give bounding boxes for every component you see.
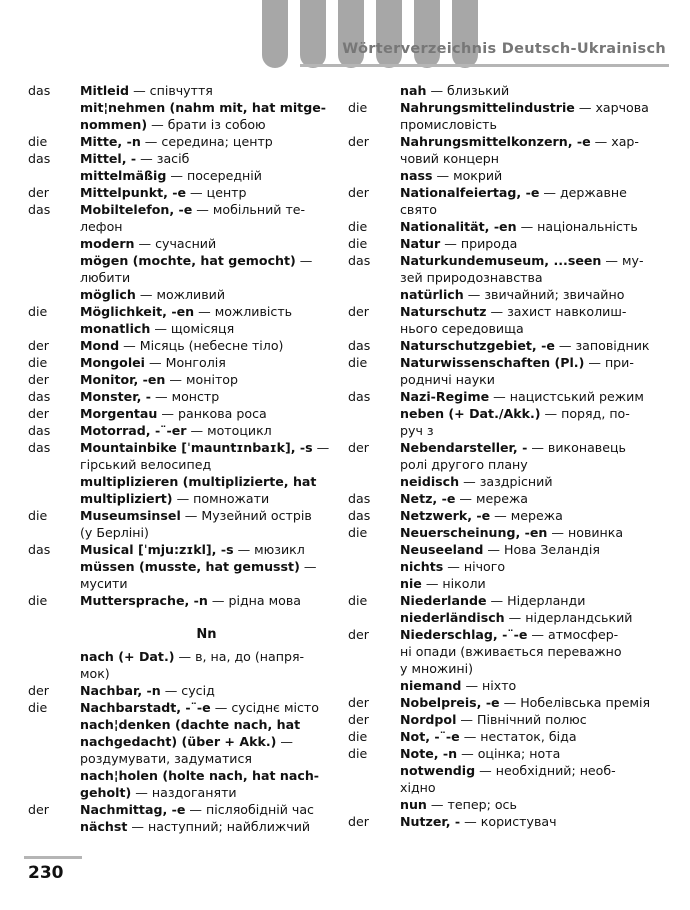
article: der: [28, 683, 49, 698]
article: die: [28, 593, 48, 608]
headword: natürlich: [400, 287, 464, 302]
translation: — засіб: [136, 151, 190, 166]
translation: — Монголія: [145, 355, 226, 370]
headword: neidisch: [400, 474, 460, 489]
translation: свято: [400, 202, 437, 217]
dictionary-entry: [348, 269, 666, 286]
translation: — нідерландський: [504, 610, 633, 625]
dictionary-entry: [348, 541, 666, 558]
headword: müssen (musste, hat gemusst): [80, 559, 300, 574]
headword: Nationalität, -en: [400, 219, 517, 234]
headword: nass: [400, 168, 433, 183]
header-tab: [452, 0, 478, 68]
translation: ні опади (вживається переважно: [400, 644, 622, 659]
headword: mittelmäßig: [80, 168, 167, 183]
header-tabs: [262, 0, 690, 68]
headword: Monitor, -en: [80, 372, 166, 387]
translation: — монстр: [150, 389, 220, 404]
article: der: [348, 134, 369, 149]
translation: — атмосфер-: [527, 627, 619, 642]
dictionary-entry: [348, 813, 666, 830]
dictionary-entry: [28, 116, 333, 133]
translation: — Місяць (небесне тіло): [119, 338, 284, 353]
dictionary-entry: [348, 473, 666, 490]
translation: — можливість: [194, 304, 293, 319]
dictionary-entry: [348, 745, 666, 762]
translation: човий концерн: [400, 151, 500, 166]
translation: любити: [80, 270, 131, 285]
section-letter: Nn: [196, 627, 217, 642]
page-title: Wörterverzeichnis Deutsch-Ukrainisch: [342, 41, 666, 57]
dictionary-entry: [348, 694, 666, 711]
article: die: [348, 593, 368, 608]
headword: multipliziert): [80, 491, 173, 506]
headword: Mitte, -n: [80, 134, 141, 149]
dictionary-entry: [28, 337, 333, 354]
translation: — посередній: [166, 168, 262, 183]
dictionary-entry: [348, 728, 666, 745]
article: der: [28, 802, 49, 817]
dictionary-entry: [348, 354, 666, 371]
dictionary-entry: [348, 150, 666, 167]
headword: mögen (mochte, hat gemocht): [80, 253, 296, 268]
dictionary-entry: [348, 456, 666, 473]
article: die: [28, 304, 48, 319]
headword: Netz, -e: [400, 491, 456, 506]
dictionary-entry: [348, 201, 666, 218]
dictionary-entry: [348, 439, 666, 456]
headword: Netzwerk, -e: [400, 508, 491, 523]
translation: — ніколи: [421, 576, 486, 591]
translation: — захист навколиш-: [486, 304, 627, 319]
article: der: [348, 695, 369, 710]
headword: nach¦holen (holte nach, hat nach-: [80, 768, 320, 783]
headword: nachgedacht) (über + Akk.): [80, 734, 277, 749]
translation: — щомісяця: [150, 321, 235, 336]
headword: neben (+ Dat./Akk.): [400, 406, 541, 421]
headword: Motorrad, -¨-er: [80, 423, 187, 438]
dictionary-entry: [28, 269, 333, 286]
dictionary-entry: [28, 558, 333, 575]
translation: — наздоганяти: [131, 785, 237, 800]
dictionary-entry: [28, 699, 333, 716]
translation: — Північний полюс: [456, 712, 587, 727]
headword: Nahrungsmittelindustrie: [400, 100, 575, 115]
translation: — мюзикл: [233, 542, 305, 557]
dictionary-entry: [28, 422, 333, 439]
article: das: [348, 491, 371, 506]
dictionary-entry: [28, 733, 333, 750]
headword: Mobiltelefon, -e: [80, 202, 193, 217]
translation: — нацистський режим: [489, 389, 644, 404]
dictionary-entry: [28, 371, 333, 388]
dictionary-entry: [348, 252, 666, 269]
headword: mit¦nehmen (nahm mit, hat mitge-: [80, 100, 326, 115]
translation: — необхідний; необ-: [475, 763, 616, 778]
translation: —: [295, 253, 313, 268]
article: das: [28, 389, 51, 404]
translation: — тепер; ось: [426, 797, 517, 812]
translation: (у Берліні): [80, 525, 149, 540]
headword: nach (+ Dat.): [80, 649, 175, 664]
headword: Nazi-Regime: [400, 389, 490, 404]
headword: nie: [400, 576, 422, 591]
dictionary-entry: [348, 524, 666, 541]
headword: notwendig: [400, 763, 476, 778]
dictionary-entry: [28, 473, 333, 490]
headword: möglich: [80, 287, 136, 302]
dictionary-entry: [28, 388, 333, 405]
translation: — виконавець: [527, 440, 626, 455]
dictionary-entry: [348, 643, 666, 660]
dictionary-entry: [28, 592, 333, 609]
headword: Niederlande: [400, 593, 487, 608]
translation: у множині): [400, 661, 474, 676]
dictionary-entry: [348, 405, 666, 422]
translation: — рідна мова: [207, 593, 301, 608]
entry-list: [348, 82, 666, 830]
header-tab: [338, 0, 364, 68]
dictionary-entry: [28, 99, 333, 116]
dictionary-entry: [28, 439, 333, 456]
headword: Naturwissenschaften (Pl.): [400, 355, 585, 370]
dictionary-entry: [348, 796, 666, 813]
headword: nommen): [80, 117, 148, 132]
article: die: [348, 525, 368, 540]
headword: Niederschlag, -¨-e: [400, 627, 528, 642]
headword: Muttersprache, -n: [80, 593, 208, 608]
headword: Naturschutzgebiet, -e: [400, 338, 555, 353]
dictionary-entry: [28, 784, 333, 801]
article: das: [28, 151, 51, 166]
dictionary-entry: [28, 184, 333, 201]
header-rule: [300, 64, 669, 67]
headword: Note, -n: [400, 746, 458, 761]
dictionary-entry: [348, 82, 666, 99]
dictionary-entry: [348, 286, 666, 303]
translation: нього середовища: [400, 321, 524, 336]
translation: — можливий: [135, 287, 226, 302]
translation: — монітор: [165, 372, 238, 387]
header-tab: [300, 0, 326, 68]
dictionary-entry: [348, 99, 666, 116]
dictionary-entry: [348, 218, 666, 235]
dictionary-entry: [28, 648, 333, 665]
dictionary-entry: [348, 388, 666, 405]
headword: Nebendarsteller, -: [400, 440, 528, 455]
dictionary-entry: [348, 320, 666, 337]
dictionary-entry: [348, 660, 666, 677]
dictionary-entry: [28, 286, 333, 303]
dictionary-entry: [348, 592, 666, 609]
translation: — Нідерланди: [486, 593, 586, 608]
headword: Nutzer, -: [400, 814, 461, 829]
article: das: [28, 202, 51, 217]
right-column: [348, 82, 666, 830]
translation: — національність: [516, 219, 638, 234]
dictionary-entry: [28, 218, 333, 235]
translation: — сусід: [160, 683, 215, 698]
translation: — заздрісний: [459, 474, 553, 489]
translation: — Музейний острів: [180, 508, 312, 523]
translation: — му-: [601, 253, 644, 268]
footer-rule: [24, 856, 82, 859]
headword: Naturkundemuseum, ...seen: [400, 253, 602, 268]
entry-list: [28, 82, 333, 609]
translation: — новинка: [547, 525, 624, 540]
translation: — помножати: [172, 491, 270, 506]
dictionary-entry: [28, 575, 333, 592]
article: der: [28, 185, 49, 200]
translation: ролі другого плану: [400, 457, 528, 472]
dictionary-entry: [28, 682, 333, 699]
headword: monatlich: [80, 321, 151, 336]
dictionary-entry: [348, 575, 666, 592]
headword: Mittel, -: [80, 151, 137, 166]
translation: — наступний; найближчий: [127, 819, 311, 834]
translation: мок): [80, 666, 110, 681]
headword: Monster, -: [80, 389, 151, 404]
article: die: [348, 355, 368, 370]
translation: родничі науки: [400, 372, 495, 387]
translation: лефон: [80, 219, 123, 234]
headword: nächst: [80, 819, 128, 834]
translation: хідно: [400, 780, 436, 795]
headword: Not, -¨-e: [400, 729, 460, 744]
article: die: [348, 236, 368, 251]
dictionary-entry: [348, 235, 666, 252]
dictionary-entry: [28, 235, 333, 252]
headword: niemand: [400, 678, 462, 693]
headword: Nahrungsmittelkonzern, -e: [400, 134, 591, 149]
dictionary-entry: [348, 677, 666, 694]
article: die: [28, 134, 48, 149]
dictionary-entry: [28, 507, 333, 524]
dictionary-entry: [28, 252, 333, 269]
translation: — оцінка; нота: [457, 746, 561, 761]
translation: — мережа: [490, 508, 563, 523]
article: der: [348, 814, 369, 829]
translation: гірський велосипед: [80, 457, 212, 472]
translation: — природа: [440, 236, 518, 251]
headword: Morgentau: [80, 406, 158, 421]
dictionary-entry: [28, 82, 333, 99]
dictionary-entry: [28, 541, 333, 558]
dictionary-entry: [348, 507, 666, 524]
article: der: [348, 712, 369, 727]
translation: — сусіднє місто: [210, 700, 319, 715]
article: die: [348, 729, 368, 744]
headword: Mountainbike [ˈmauntɪnbaɪk], -s: [80, 440, 313, 455]
article: der: [348, 627, 369, 642]
translation: — ніхто: [461, 678, 517, 693]
translation: промисловість: [400, 117, 497, 132]
dictionary-entry: [28, 490, 333, 507]
translation: — мобільний те-: [192, 202, 306, 217]
headword: Mitleid: [80, 83, 130, 98]
dictionary-entry: [28, 201, 333, 218]
article: die: [348, 100, 368, 115]
translation: — користувач: [460, 814, 557, 829]
dictionary-entry: [348, 711, 666, 728]
translation: — близький: [426, 83, 510, 98]
translation: — Нобелівська премія: [499, 695, 651, 710]
entry-list: [28, 648, 333, 835]
headword: Neuerscheinung, -en: [400, 525, 548, 540]
translation: —: [276, 734, 294, 749]
headword: Nachmittag, -e: [80, 802, 186, 817]
article: der: [348, 185, 369, 200]
headword: nichts: [400, 559, 444, 574]
dictionary-entry: [28, 133, 333, 150]
translation: — ранкова роса: [157, 406, 267, 421]
headword: Naturschutz: [400, 304, 487, 319]
translation: — при-: [584, 355, 634, 370]
headword: Nachbarstadt, -¨-e: [80, 700, 211, 715]
headword: Museumsinsel: [80, 508, 181, 523]
dictionary-entry: [28, 767, 333, 784]
dictionary-entry: [348, 558, 666, 575]
translation: — нестаток, біда: [459, 729, 577, 744]
article: der: [348, 304, 369, 319]
dictionary-entry: [28, 320, 333, 337]
translation: — мотоцикл: [186, 423, 272, 438]
article: das: [348, 389, 371, 404]
dictionary-entry: [28, 167, 333, 184]
dictionary-entry: [28, 405, 333, 422]
headword: Nobelpreis, -e: [400, 695, 500, 710]
translation: мусити: [80, 576, 128, 591]
headword: Mittelpunkt, -e: [80, 185, 187, 200]
headword: Möglichkeit, -en: [80, 304, 195, 319]
article: die: [348, 219, 368, 234]
translation: — хар-: [590, 134, 639, 149]
dictionary-entry: [348, 371, 666, 388]
dictionary-entry: [348, 626, 666, 643]
header-tab: [376, 0, 402, 68]
article: der: [28, 338, 49, 353]
headword: nach¦denken (dachte nach, hat: [80, 717, 301, 732]
dictionary-entry: [348, 133, 666, 150]
headword: Musical [ˈmju:zɪkl], -s: [80, 542, 234, 557]
left-column: [28, 82, 333, 835]
article: das: [348, 253, 371, 268]
dictionary-entry: [28, 150, 333, 167]
dictionary-entry: [28, 750, 333, 767]
headword: geholt): [80, 785, 132, 800]
dictionary-entry: [348, 779, 666, 796]
dictionary-entry: [348, 167, 666, 184]
article: der: [28, 406, 49, 421]
headword: Nordpol: [400, 712, 457, 727]
dictionary-entry: [348, 490, 666, 507]
translation: зей природознавства: [400, 270, 543, 285]
headword: Nachbar, -n: [80, 683, 161, 698]
translation: — державне: [539, 185, 627, 200]
article: das: [28, 440, 51, 455]
headword: Nationalfeiertag, -e: [400, 185, 540, 200]
translation: руч з: [400, 423, 434, 438]
article: das: [28, 542, 51, 557]
headword: niederländisch: [400, 610, 505, 625]
headword: nah: [400, 83, 427, 98]
article: der: [348, 440, 369, 455]
dictionary-entry: [348, 422, 666, 439]
translation: — звичайний; звичайно: [463, 287, 625, 302]
translation: — нічого: [443, 559, 506, 574]
headword: Neuseeland: [400, 542, 484, 557]
translation: — сучасний: [134, 236, 217, 251]
article: die: [28, 508, 48, 523]
header-tab: [262, 0, 288, 68]
dictionary-entry: [348, 337, 666, 354]
dictionary-entry: [348, 762, 666, 779]
dictionary-entry: [28, 716, 333, 733]
translation: — центр: [186, 185, 247, 200]
headword: modern: [80, 236, 135, 251]
translation: — Нова Зеландія: [483, 542, 600, 557]
dictionary-entry: [28, 354, 333, 371]
article: das: [348, 338, 371, 353]
headword: nun: [400, 797, 427, 812]
dictionary-entry: [348, 303, 666, 320]
translation: — співчуття: [129, 83, 213, 98]
headword: Natur: [400, 236, 441, 251]
translation: — середина; центр: [140, 134, 273, 149]
translation: роздумувати, задуматися: [80, 751, 252, 766]
dictionary-entry: [28, 665, 333, 682]
article: der: [28, 372, 49, 387]
article: die: [28, 355, 48, 370]
translation: — заповідник: [554, 338, 650, 353]
dictionary-entry: [348, 116, 666, 133]
translation: — брати із собою: [147, 117, 266, 132]
translation: — мокрий: [432, 168, 503, 183]
article: das: [28, 423, 51, 438]
headword: multiplizieren (multiplizierte, hat: [80, 474, 317, 489]
article: die: [348, 746, 368, 761]
translation: — харчова: [574, 100, 649, 115]
dictionary-entry: [28, 303, 333, 320]
translation: —: [299, 559, 317, 574]
dictionary-entry: [28, 801, 333, 818]
header-tab: [414, 0, 440, 68]
translation: — в, на, до (напря-: [174, 649, 305, 664]
page-number: 230: [28, 863, 64, 883]
translation: — післяобідній час: [185, 802, 314, 817]
translation: —: [312, 440, 330, 455]
dictionary-entry: [348, 184, 666, 201]
article: das: [348, 508, 371, 523]
dictionary-entry: [28, 524, 333, 541]
dictionary-entry: [28, 818, 333, 835]
headword: Mond: [80, 338, 120, 353]
article: das: [28, 83, 51, 98]
translation: — поряд, по-: [540, 406, 630, 421]
dictionary-entry: [348, 609, 666, 626]
dictionary-entry: [28, 456, 333, 473]
headword: Mongolei: [80, 355, 145, 370]
article: die: [28, 700, 48, 715]
translation: — мережа: [455, 491, 529, 506]
